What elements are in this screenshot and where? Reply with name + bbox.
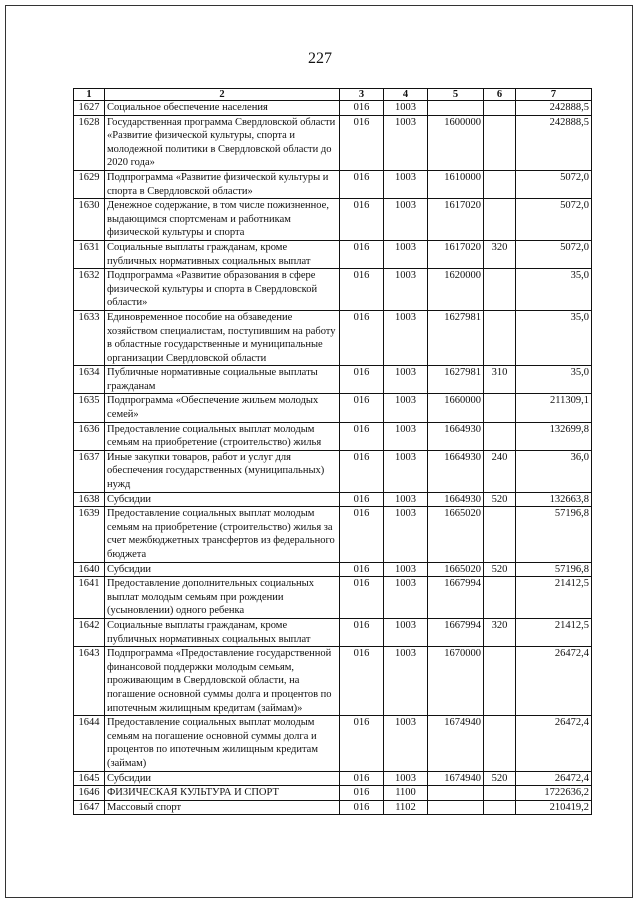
row-code-type bbox=[484, 394, 516, 422]
row-code-target: 1627981 bbox=[428, 310, 484, 365]
table-header-row bbox=[74, 89, 592, 101]
row-sum: 242888,5 bbox=[516, 115, 592, 170]
row-name: Социальное обеспечение населения bbox=[105, 101, 340, 116]
table-row bbox=[74, 577, 592, 619]
row-code-type: 240 bbox=[484, 450, 516, 492]
row-name: Предоставление социальных выплат молодым семьям на приобретение (строительство) жилья bbox=[105, 422, 340, 450]
row-sum: 1722636,2 bbox=[516, 786, 592, 801]
row-code-ministry: 016 bbox=[340, 199, 384, 241]
table-row bbox=[74, 786, 592, 801]
row-code-ministry: 016 bbox=[340, 800, 384, 815]
row-sum: 35,0 bbox=[516, 310, 592, 365]
row-code-section: 1003 bbox=[384, 450, 428, 492]
row-code-section: 1003 bbox=[384, 507, 428, 562]
row-sum: 210419,2 bbox=[516, 800, 592, 815]
budget-table bbox=[73, 88, 592, 815]
row-code-section: 1003 bbox=[384, 170, 428, 198]
row-name: Социальные выплаты гражданам, кроме публичных нормативных социальных выплат bbox=[105, 240, 340, 268]
row-code-section: 1003 bbox=[384, 269, 428, 311]
row-code-type bbox=[484, 269, 516, 311]
header-cell: 2 bbox=[105, 89, 340, 101]
row-code-ministry: 016 bbox=[340, 577, 384, 619]
row-code-ministry: 016 bbox=[340, 450, 384, 492]
row-code-section: 1003 bbox=[384, 199, 428, 241]
table-row bbox=[74, 115, 592, 170]
row-number: 1627 bbox=[74, 101, 105, 116]
page-number: 227 bbox=[308, 50, 332, 67]
table-row bbox=[74, 269, 592, 311]
row-code-section: 1003 bbox=[384, 492, 428, 507]
row-name: Единовременное пособие на обзаведение хозяйством специалистам, поступившим на работу в областные государственные и муниципальные организации Свердловской области bbox=[105, 310, 340, 365]
row-code-ministry: 016 bbox=[340, 786, 384, 801]
row-sum: 26472,4 bbox=[516, 771, 592, 786]
row-code-type: 520 bbox=[484, 492, 516, 507]
table-row bbox=[74, 507, 592, 562]
table-row bbox=[74, 199, 592, 241]
row-code-target: 1620000 bbox=[428, 269, 484, 311]
row-name: Денежное содержание, в том числе пожизненное, выдающимся спортсменам и работникам физической культуры и спорта bbox=[105, 199, 340, 241]
row-code-type bbox=[484, 115, 516, 170]
row-code-target: 1670000 bbox=[428, 647, 484, 716]
table-row bbox=[74, 771, 592, 786]
row-code-target: 1610000 bbox=[428, 170, 484, 198]
table-row bbox=[74, 492, 592, 507]
row-code-ministry: 016 bbox=[340, 366, 384, 394]
row-code-section: 1003 bbox=[384, 101, 428, 116]
row-name: Предоставление дополнительных социальных выплат молодым семьям при рождении (усыновлении) одного ребенка bbox=[105, 577, 340, 619]
table-row bbox=[74, 800, 592, 815]
row-code-ministry: 016 bbox=[340, 240, 384, 268]
row-number: 1633 bbox=[74, 310, 105, 365]
row-sum: 5072,0 bbox=[516, 240, 592, 268]
header-cell: 6 bbox=[484, 89, 516, 101]
row-name: Массовый спорт bbox=[105, 800, 340, 815]
row-code-type: 310 bbox=[484, 366, 516, 394]
row-sum: 211309,1 bbox=[516, 394, 592, 422]
row-name: Иные закупки товаров, работ и услуг для обеспечения государственных (муниципальных) нужд bbox=[105, 450, 340, 492]
row-sum: 132699,8 bbox=[516, 422, 592, 450]
row-code-section: 1003 bbox=[384, 310, 428, 365]
row-number: 1629 bbox=[74, 170, 105, 198]
row-code-target: 1667994 bbox=[428, 577, 484, 619]
row-number: 1630 bbox=[74, 199, 105, 241]
row-name: Социальные выплаты гражданам, кроме публичных нормативных социальных выплат bbox=[105, 618, 340, 646]
row-sum: 57196,8 bbox=[516, 562, 592, 577]
table-row bbox=[74, 450, 592, 492]
table-row bbox=[74, 394, 592, 422]
row-code-ministry: 016 bbox=[340, 170, 384, 198]
row-number: 1642 bbox=[74, 618, 105, 646]
row-code-target: 1667994 bbox=[428, 618, 484, 646]
row-name: Подпрограмма «Обеспечение жильем молодых семей» bbox=[105, 394, 340, 422]
row-number: 1643 bbox=[74, 647, 105, 716]
row-code-target: 1617020 bbox=[428, 199, 484, 241]
row-code-target bbox=[428, 101, 484, 116]
row-code-type: 520 bbox=[484, 562, 516, 577]
row-code-target: 1660000 bbox=[428, 394, 484, 422]
row-number: 1635 bbox=[74, 394, 105, 422]
row-name: Подпрограмма «Развитие физической культуры и спорта в Свердловской области» bbox=[105, 170, 340, 198]
row-number: 1639 bbox=[74, 507, 105, 562]
row-code-section: 1003 bbox=[384, 240, 428, 268]
row-sum: 5072,0 bbox=[516, 199, 592, 241]
row-sum: 242888,5 bbox=[516, 101, 592, 116]
row-code-type bbox=[484, 507, 516, 562]
row-code-type bbox=[484, 199, 516, 241]
row-code-type bbox=[484, 786, 516, 801]
header-cell: 5 bbox=[428, 89, 484, 101]
row-name: Государственная программа Свердловской области «Развитие физической культуры, спорта и молодежной политики в Свердловской области до 2020 года» bbox=[105, 115, 340, 170]
header-cell: 1 bbox=[74, 89, 105, 101]
row-code-type bbox=[484, 101, 516, 116]
row-code-section: 1003 bbox=[384, 115, 428, 170]
row-code-ministry: 016 bbox=[340, 269, 384, 311]
row-sum: 35,0 bbox=[516, 269, 592, 311]
row-name: ФИЗИЧЕСКАЯ КУЛЬТУРА И СПОРТ bbox=[105, 786, 340, 801]
row-code-section: 1003 bbox=[384, 771, 428, 786]
row-code-target: 1664930 bbox=[428, 450, 484, 492]
row-code-target: 1600000 bbox=[428, 115, 484, 170]
table-row bbox=[74, 310, 592, 365]
row-code-section: 1003 bbox=[384, 422, 428, 450]
row-code-target: 1627981 bbox=[428, 366, 484, 394]
row-code-ministry: 016 bbox=[340, 716, 384, 771]
row-code-type bbox=[484, 647, 516, 716]
row-name: Субсидии bbox=[105, 492, 340, 507]
row-code-section: 1003 bbox=[384, 618, 428, 646]
row-code-type bbox=[484, 170, 516, 198]
row-code-ministry: 016 bbox=[340, 101, 384, 116]
row-code-section: 1003 bbox=[384, 716, 428, 771]
table-row bbox=[74, 366, 592, 394]
row-code-type: 520 bbox=[484, 771, 516, 786]
row-code-section: 1003 bbox=[384, 394, 428, 422]
table-row bbox=[74, 562, 592, 577]
row-code-target bbox=[428, 800, 484, 815]
header-cell: 4 bbox=[384, 89, 428, 101]
row-code-target: 1617020 bbox=[428, 240, 484, 268]
row-code-ministry: 016 bbox=[340, 618, 384, 646]
row-sum: 5072,0 bbox=[516, 170, 592, 198]
row-code-target: 1665020 bbox=[428, 507, 484, 562]
row-code-type: 320 bbox=[484, 240, 516, 268]
row-code-ministry: 016 bbox=[340, 507, 384, 562]
row-code-target: 1664930 bbox=[428, 492, 484, 507]
header-cell: 3 bbox=[340, 89, 384, 101]
row-code-section: 1003 bbox=[384, 577, 428, 619]
row-name: Субсидии bbox=[105, 562, 340, 577]
row-code-ministry: 016 bbox=[340, 310, 384, 365]
row-name: Предоставление социальных выплат молодым семьям на приобретение (строительство) жилья за счет межбюджетных трансфертов из федерального бюджета bbox=[105, 507, 340, 562]
row-sum: 26472,4 bbox=[516, 647, 592, 716]
row-code-ministry: 016 bbox=[340, 562, 384, 577]
row-code-section: 1100 bbox=[384, 786, 428, 801]
row-code-target: 1674940 bbox=[428, 771, 484, 786]
table-row bbox=[74, 101, 592, 116]
header-cell: 7 bbox=[516, 89, 592, 101]
row-sum: 36,0 bbox=[516, 450, 592, 492]
row-code-ministry: 016 bbox=[340, 115, 384, 170]
table-row bbox=[74, 170, 592, 198]
row-sum: 132663,8 bbox=[516, 492, 592, 507]
row-code-target: 1665020 bbox=[428, 562, 484, 577]
row-code-ministry: 016 bbox=[340, 394, 384, 422]
table-row bbox=[74, 618, 592, 646]
row-code-section: 1003 bbox=[384, 366, 428, 394]
row-number: 1636 bbox=[74, 422, 105, 450]
row-number: 1647 bbox=[74, 800, 105, 815]
row-number: 1628 bbox=[74, 115, 105, 170]
row-code-ministry: 016 bbox=[340, 492, 384, 507]
row-code-section: 1102 bbox=[384, 800, 428, 815]
row-number: 1645 bbox=[74, 771, 105, 786]
row-sum: 57196,8 bbox=[516, 507, 592, 562]
row-number: 1641 bbox=[74, 577, 105, 619]
row-code-type bbox=[484, 577, 516, 619]
row-name: Подпрограмма «Развитие образования в сфере физической культуры и спорта в Свердловской области» bbox=[105, 269, 340, 311]
table-row bbox=[74, 422, 592, 450]
row-number: 1638 bbox=[74, 492, 105, 507]
row-number: 1640 bbox=[74, 562, 105, 577]
row-code-target: 1674940 bbox=[428, 716, 484, 771]
table-row bbox=[74, 647, 592, 716]
row-code-type bbox=[484, 716, 516, 771]
table-row bbox=[74, 716, 592, 771]
table-row bbox=[74, 240, 592, 268]
row-sum: 21412,5 bbox=[516, 577, 592, 619]
row-code-type bbox=[484, 422, 516, 450]
row-sum: 21412,5 bbox=[516, 618, 592, 646]
row-code-ministry: 016 bbox=[340, 422, 384, 450]
row-code-type bbox=[484, 800, 516, 815]
row-code-ministry: 016 bbox=[340, 647, 384, 716]
row-number: 1634 bbox=[74, 366, 105, 394]
row-number: 1646 bbox=[74, 786, 105, 801]
row-code-section: 1003 bbox=[384, 647, 428, 716]
row-number: 1632 bbox=[74, 269, 105, 311]
row-name: Публичные нормативные социальные выплаты гражданам bbox=[105, 366, 340, 394]
row-sum: 35,0 bbox=[516, 366, 592, 394]
row-code-target: 1664930 bbox=[428, 422, 484, 450]
table-body bbox=[74, 101, 592, 815]
row-code-ministry: 016 bbox=[340, 771, 384, 786]
row-code-target bbox=[428, 786, 484, 801]
row-name: Предоставление социальных выплат молодым семьям на погашение основной суммы долга и процентов по ипотечным жилищным кредитам (займам) bbox=[105, 716, 340, 771]
row-name: Подпрограмма «Предоставление государственной финансовой поддержки молодым семьям, проживающим в Свердловской области, на погашение основной суммы долга и процентов по ипотечным жилищным кредитам (займам)» bbox=[105, 647, 340, 716]
row-sum: 26472,4 bbox=[516, 716, 592, 771]
row-number: 1631 bbox=[74, 240, 105, 268]
row-code-type: 320 bbox=[484, 618, 516, 646]
row-number: 1644 bbox=[74, 716, 105, 771]
row-name: Субсидии bbox=[105, 771, 340, 786]
row-number: 1637 bbox=[74, 450, 105, 492]
row-code-section: 1003 bbox=[384, 562, 428, 577]
row-code-type bbox=[484, 310, 516, 365]
